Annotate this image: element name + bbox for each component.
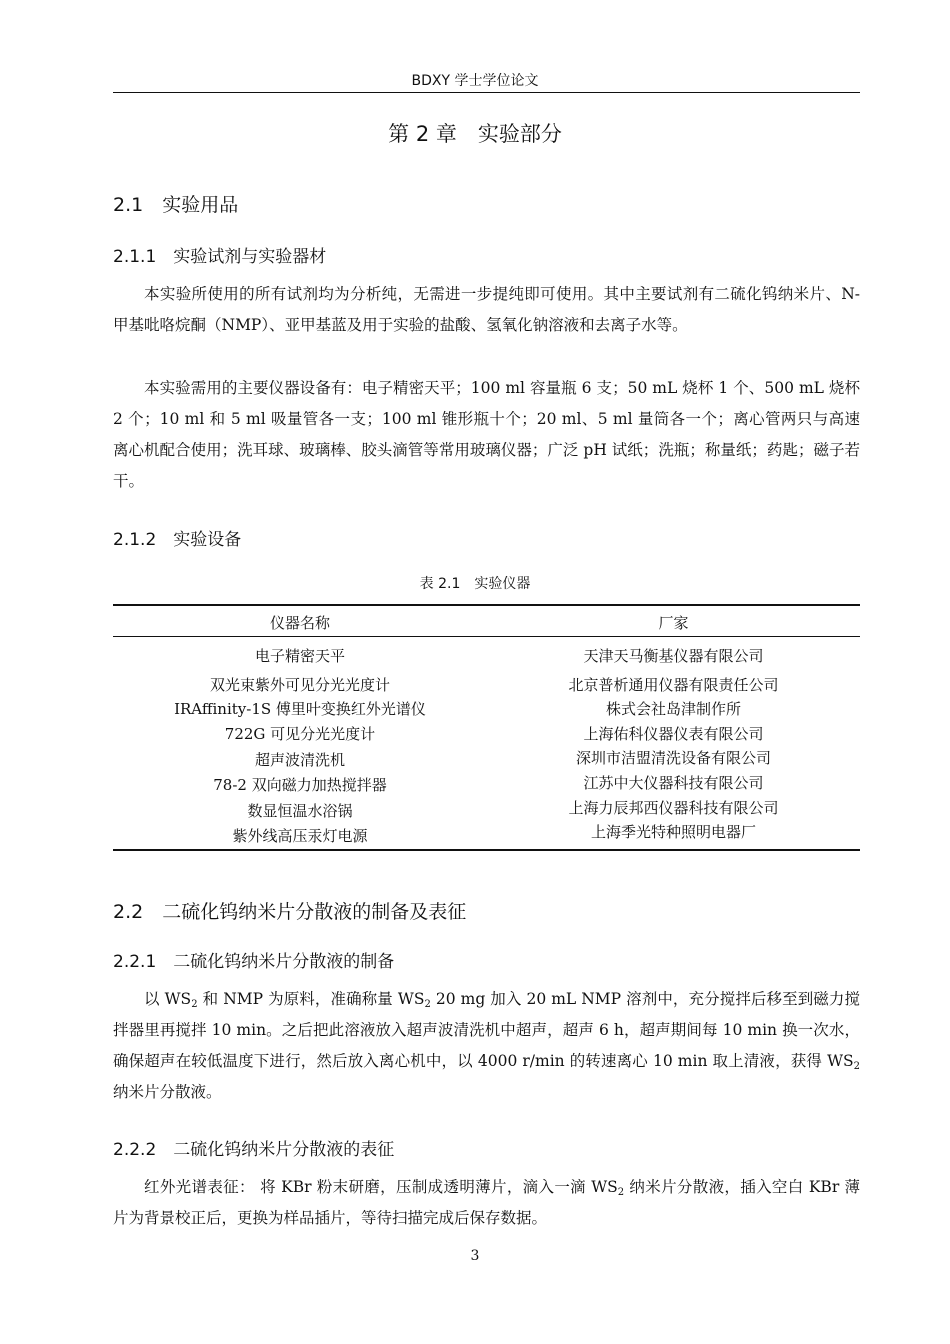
table-cell-manufacturer: 天津天马衡基仪器有限公司 [583,647,764,665]
table-cell-instrument: 数显恒温水浴锅 [247,802,353,820]
table-header-manufacturer: 厂家 [658,614,689,632]
table-caption: 表 2.1 实验仪器 [419,576,531,592]
table-header-instrument: 仪器名称 [269,614,330,632]
page-number: 3 [470,1248,480,1264]
table-cell-manufacturer: 株式会社岛津制作所 [605,700,741,718]
subscript: 2 [617,1187,625,1198]
table-cell-instrument: 78-2 双向磁力加热搅拌器 [213,776,387,794]
table-bottom-rule [113,849,860,851]
table-cell-instrument: 双光束紫外可见分光光度计 [209,676,390,694]
chapter-title: 第 2 章 实验部分 [388,122,562,146]
subscript: 2 [424,999,431,1010]
equipment-text: 本实验需用的主要仪器设备有：电子精密天平；100 ml 容量瓶 6 支；50 mL 烧杯 1 个、500 mL 烧杯 2 个；10 ml 和 5 ml 吸量管各一支；100 ml 锥形瓶十个；20 ml、5 ml 量筒各一个；离心管两只与高速离心机配合使用；洗耳球、玻璃棒、胶头滴管等常用玻璃仪器；广泛 pH 试纸；洗瓶；称量纸；药匙；磁子若干。 [113,379,860,490]
table-cell-instrument: 电子精密天平 [254,647,345,665]
reagents-text: 本实验所使用的所有试剂均为分析纯，无需进一步提纯即可使用。其中主要试剂有二硫化钨纳米片、N-甲基吡咯烷酮（NMP）、亚甲基蓝及用于实验的盐酸、氢氧化钠溶液和去离子水等。 [113,285,860,334]
subsection-heading-2-1-1: 2.1.1 实验试剂与实验器材 [113,247,327,267]
table-cell-instrument: 722G 可见分光光度计 [224,725,376,743]
running-header: BDXY 学士学位论文 [411,73,539,89]
characterization-text-2: 纳米片分散液，插入空白 KBr 薄片为背景校正后，更换为样品插片，等待扫描完成后保存数据。 [113,1178,860,1227]
table-cell-manufacturer: 上海季光特种照明电器厂 [590,823,756,841]
preparation-text-2: 和 NMP 为原料，准确称量 WS [197,990,425,1008]
preparation-text-1: 以 WS [144,990,192,1008]
table-top-rule [113,604,860,606]
table-cell-manufacturer: 深圳市洁盟清洗设备有限公司 [575,749,771,767]
table-cell-manufacturer: 北京普析通用仪器有限责任公司 [568,676,779,694]
equipment-paragraph [113,373,860,497]
subsection-heading-2-2-1: 2.2.1 二硫化钨纳米片分散液的制备 [113,952,395,972]
section-heading-2-1: 2.1 实验用品 [113,194,239,216]
table-cell-instrument: IRAffinity-1S 傅里叶变换红外光谱仪 [174,700,426,718]
table-cell-instrument: 超声波清洗机 [254,751,345,769]
table-cell-manufacturer: 江苏中大仪器科技有限公司 [583,774,764,792]
table-cell-manufacturer: 上海佑科仪器仪表有限公司 [583,725,764,743]
table-cell-instrument: 紫外线高压汞灯电源 [232,827,368,845]
subscript: 2 [191,999,198,1010]
subsection-heading-2-1-2: 2.1.2 实验设备 [113,530,242,550]
reagents-paragraph [113,279,860,341]
characterization-paragraph [113,1172,860,1234]
preparation-paragraph [113,984,860,1108]
table-cell-manufacturer: 上海力辰邦西仪器科技有限公司 [568,799,779,817]
header-rule [113,92,860,93]
characterization-text-1: 红外光谱表征： 将 KBr 粉末研磨，压制成透明薄片，滴入一滴 WS [144,1178,618,1196]
preparation-text-3: 20 mg 加入 20 mL NMP 溶剂中，充分搅拌后移至到磁力搅拌器里再搅拌 10 min。之后把此溶液放入超声波清洗机中超声，超声 6 h，超声期间每 10 min 换一次水，确保超声在较低温度下进行，然后放入离心机中，以 4000 r/min 的转速离心 10 min 取上清液，获得 WS [113,990,861,1070]
section-heading-2-2: 2.2 二硫化钨纳米片分散液的制备及表征 [113,901,467,923]
subsection-heading-2-2-2: 2.2.2 二硫化钨纳米片分散液的表征 [113,1140,395,1160]
subscript: 2 [853,1061,860,1072]
table-header-rule [113,636,860,637]
preparation-text-4: 纳米片分散液。 [113,1083,222,1101]
